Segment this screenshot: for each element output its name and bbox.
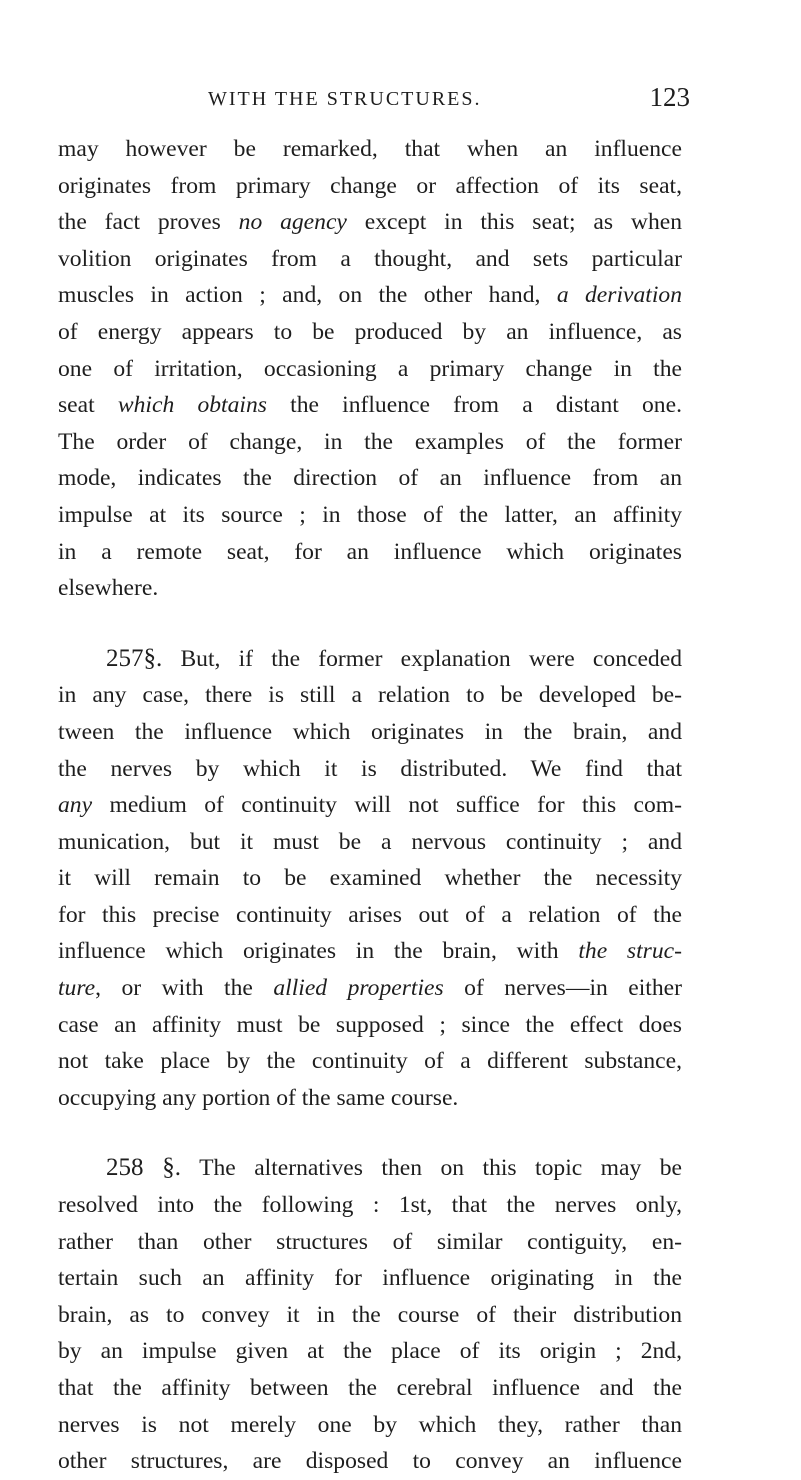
text-line: may however be remarked, that when an influence	[58, 136, 682, 162]
text-line: tertain such an affinity for influence originating in the	[58, 1265, 682, 1292]
text-line: that the affinity between the cerebral influence and the	[58, 1375, 682, 1401]
text-line: munication, but it must be a nervous continuity ; and	[58, 828, 682, 855]
text-line: originates from primary change or affection of its seat,	[58, 172, 682, 199]
text-line: volition originates from a thought, and sets particular	[58, 245, 682, 272]
page-number: 123	[649, 82, 690, 112]
section-number: 258 §.	[106, 1154, 182, 1182]
text-line: brain, as to convey it in the course of their distribution	[58, 1301, 682, 1328]
italic-emphasis: allied properties	[273, 975, 444, 1002]
italic-emphasis: which obtains	[117, 392, 267, 419]
text-line: influence which originates in the brain, with the struc-	[58, 938, 682, 965]
section-number: 257§.	[106, 644, 163, 672]
text-line: other structures, are disposed to convey an influence	[58, 1448, 682, 1475]
italic-emphasis: the struc-	[578, 938, 682, 965]
text-line: not take place by the continuity of a different substance,	[58, 1048, 682, 1075]
italic-emphasis: ture	[58, 975, 96, 1002]
italic-emphasis: a derivation	[556, 282, 682, 309]
text-line: muscles in action ; and, on the other hand, a derivation	[58, 282, 682, 309]
text-line: rather than other structures of similar contiguity, en-	[58, 1228, 682, 1255]
text-line: occupying any portion of the same course.	[58, 1084, 459, 1111]
text-line: 258 §. The alternatives then on this topic may be	[106, 1154, 683, 1182]
text-line: case an affinity must be supposed ; since the effect does	[58, 1011, 682, 1038]
text-line: seat which obtains the influence from a distant one.	[58, 392, 682, 419]
text-line: of energy appears to be produced by an influence, as	[58, 318, 682, 345]
text-line: one of irritation, occasioning a primary change in the	[58, 355, 682, 382]
text-line: elsewhere.	[58, 575, 159, 602]
text-line: it will remain to be examined whether the necessity	[58, 865, 682, 892]
text-line: ture, or with the allied properties of nerves—in either	[58, 975, 682, 1002]
text-line: the nerves by which it is distributed. We find that	[58, 755, 682, 782]
body-text	[58, 131, 682, 1480]
text-line: any medium of continuity will not suffice for this com-	[58, 792, 682, 819]
italic-emphasis: no agency	[238, 209, 347, 236]
text-line: for this precise continuity arises out of a relation of the	[58, 901, 682, 928]
text-line: tween the influence which originates in the brain, and	[58, 718, 682, 745]
running-head	[58, 82, 690, 122]
text-line: nerves is not merely one by which they, rather than	[58, 1411, 682, 1438]
italic-emphasis: any	[58, 792, 93, 819]
text-line: impulse at its source ; in those of the latter, an affinity	[58, 501, 682, 528]
text-line: by an impulse given at the place of its origin ; 2nd,	[58, 1338, 682, 1365]
text-line: mode, indicates the direction of an influence from an	[58, 465, 682, 492]
text-line: 257§. But, if the former explanation were conceded	[106, 644, 682, 672]
running-title: WITH THE STRUCTURES.	[208, 88, 482, 110]
text-line: the fact proves no agency except in this seat; as when	[58, 209, 683, 236]
text-line: resolved into the following : 1st, that the nerves only,	[58, 1192, 682, 1219]
text-line: in any case, there is still a relation to be developed be-	[58, 682, 682, 709]
text-line: The order of change, in the examples of the former	[58, 428, 682, 455]
text-line: in a remote seat, for an influence which originates	[58, 538, 682, 565]
